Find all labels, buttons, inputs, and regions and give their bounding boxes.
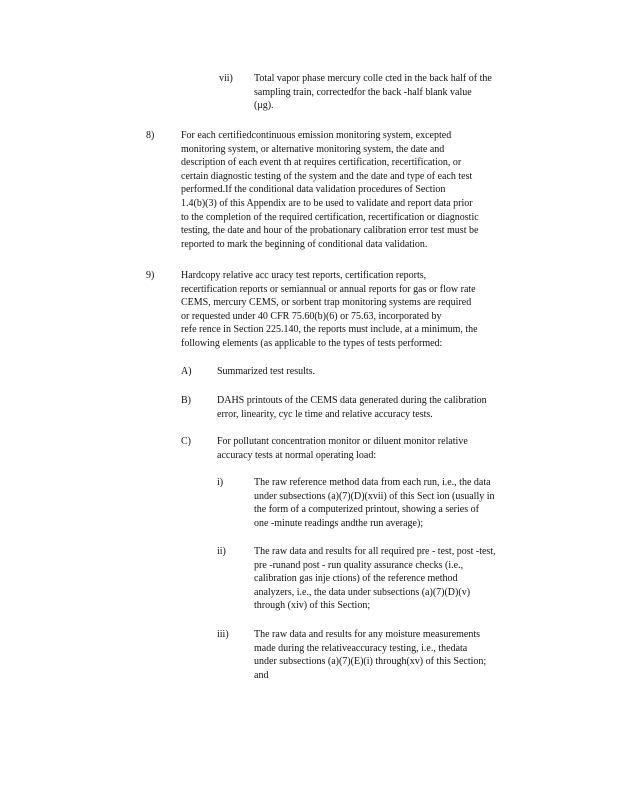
text-line: error, linearity, cyc le time and relative accuracy tests. [217, 408, 433, 420]
text-line: pre -runand post - run quality assurance checks (i.e., [254, 559, 464, 571]
item-label: 9) [146, 270, 155, 281]
item-text [254, 476, 544, 530]
item-label: A) [181, 366, 192, 377]
text-line: DAHS printouts of the CEMS data generated during the calibration [217, 395, 487, 406]
item-text [254, 72, 537, 113]
item-text [217, 435, 537, 462]
text-line: 1.4(b)(3) of this Appendix are to be used to validate and report data prior [181, 197, 473, 209]
item-label: C) [181, 436, 191, 447]
text-line: For pollutant concentration monitor or diluent monitor relative [217, 436, 468, 447]
text-line: Summarized test results. [217, 366, 316, 377]
item-label: iii) [217, 629, 229, 640]
item-text [217, 394, 537, 421]
text-line: description of each event th at requires certification, recertification, or [181, 157, 462, 169]
text-line: CEMS, mercury CEMS, or sorbent trap monitoring systems are required [181, 297, 472, 309]
text-line: under subsections (a)(7)(D)(xvii) of this Sect ion (usually in [254, 490, 495, 502]
item-text [217, 365, 537, 379]
text-line: or requested under 40 CFR 75.60(b)(6) or 75.63, incorporated by [181, 310, 442, 322]
text-line: The raw data and results for any moisture measurements [254, 629, 481, 640]
text-line: Total vapor phase mercury colle cted in the back half of the [254, 73, 492, 84]
item-label: 8) [146, 130, 155, 141]
text-line: through (xiv) of this Section; [254, 600, 371, 612]
text-line: and [254, 669, 269, 681]
text-line: reported to mark the beginning of conditional data validation. [181, 238, 428, 250]
text-line: For each certifiedcontinuous emission monitoring system, excepted [181, 130, 452, 141]
item-text [181, 269, 541, 351]
text-line: the form of a computerized printout, showing a series of [254, 504, 479, 516]
text-line: under subsections (a)(7)(E)(i) through(xv) of this Section; [254, 656, 487, 668]
text-line: performed.If the conditional data validation procedures of Section [181, 184, 446, 196]
text-line: sampling train, correctedfor the back -half blank value [254, 86, 472, 98]
text-line: (μg). [254, 100, 274, 112]
text-line: analyzers, i.e., the data under subsections (a)(7)(D)(v) [254, 586, 471, 598]
item-label: ii) [217, 546, 226, 557]
item-label: vii) [219, 73, 233, 84]
text-line: testing, the date and hour of the probationary calibration error test must be [181, 225, 479, 237]
text-line: The raw reference method data from each run, i.e., the data [254, 477, 491, 488]
item-label: i) [217, 477, 224, 488]
text-line: made during the relativeaccuracy testing, i.e., thedata [254, 642, 468, 654]
item-text [181, 129, 541, 251]
text-line: accuracy tests at normal operating load: [217, 449, 377, 461]
item-label: B) [181, 395, 191, 406]
text-line: Hardcopy relative acc uracy test reports, certification reports, [181, 270, 427, 281]
text-line: recertification reports or semiannual or annual reports for gas or flow rate [181, 283, 476, 295]
text-line: certain diagnostic testing of the system and the date and type of each test [181, 170, 473, 182]
item-text [254, 628, 544, 682]
text-line: calibration gas inje ctions) of the reference method [254, 573, 458, 585]
item-text [254, 545, 544, 613]
text-line: to the completion of the required certification, recertification or diagnostic [181, 211, 479, 223]
text-line: following elements (as applicable to the types of tests performed: [181, 337, 443, 349]
text-line: refe rence in Section 225.140, the reports must include, at a minimum, the [181, 324, 478, 336]
text-line: monitoring system, or alternative monitoring system, the date and [181, 143, 445, 155]
text-line: The raw data and results for all required pre - test, post -test, [254, 546, 496, 557]
text-line: one -minute readings andthe run average); [254, 517, 424, 529]
